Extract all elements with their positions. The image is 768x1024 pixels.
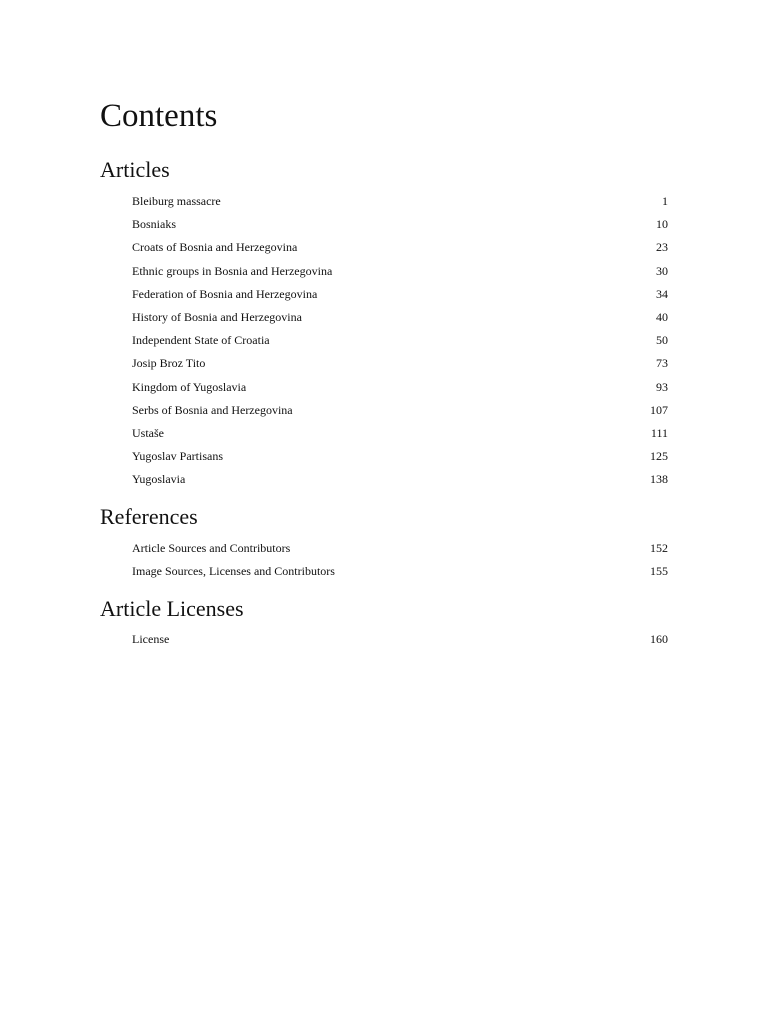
toc-entry[interactable]	[132, 560, 668, 583]
section-heading-articles: Articles	[100, 157, 170, 182]
toc-entry[interactable]	[132, 352, 668, 375]
entry-title: Josip Broz Tito	[132, 356, 206, 371]
toc-entry[interactable]	[132, 260, 668, 283]
entry-page-number: 23	[656, 240, 668, 255]
entry-title: License	[132, 632, 170, 646]
entry-title: Independent State of Croatia	[132, 333, 270, 348]
entry-title: Article Sources and Contributors	[132, 541, 291, 555]
toc-entry[interactable]	[132, 190, 668, 213]
entry-page-number: 40	[656, 309, 668, 324]
toc-entry[interactable]	[132, 468, 668, 491]
entry-title: Ethnic groups in Bosnia and Herzegovina	[132, 263, 333, 278]
section-heading-article-licenses: Article Licenses	[100, 596, 244, 621]
toc-entry[interactable]	[132, 329, 668, 352]
entry-title: Yugoslav Partisans	[132, 449, 223, 464]
entry-title: Bosniaks	[132, 217, 177, 232]
entry-page-number: 138	[650, 472, 668, 487]
page-title: Contents	[100, 98, 218, 134]
entry-title: Serbs of Bosnia and Herzegovina	[132, 402, 293, 417]
section-heading-references: References	[100, 504, 198, 529]
entry-page-number: 30	[656, 263, 668, 278]
toc-entry[interactable]	[132, 283, 668, 306]
toc-entry[interactable]	[132, 213, 668, 236]
entry-title: Federation of Bosnia and Herzegovina	[132, 286, 318, 301]
entry-page-number: 107	[650, 402, 668, 417]
entry-title: Bleiburg massacre	[132, 194, 221, 208]
entry-page-number: 160	[650, 632, 668, 646]
toc-entry[interactable]	[132, 445, 668, 468]
references-entry-list	[132, 537, 668, 583]
toc-entry[interactable]	[132, 422, 668, 445]
entry-page-number: 111	[650, 425, 668, 440]
entry-title: History of Bosnia and Herzegovina	[132, 309, 302, 324]
entry-page-number: 125	[650, 449, 668, 464]
toc-entry[interactable]	[132, 376, 668, 399]
entry-page-number: 1	[662, 194, 668, 208]
toc-entry[interactable]	[132, 236, 668, 259]
entry-title: Yugoslavia	[132, 472, 186, 487]
entry-page-number: 34	[656, 286, 668, 301]
toc-entry[interactable]	[132, 537, 668, 560]
toc-entry[interactable]	[132, 306, 668, 329]
entry-page-number: 10	[656, 217, 668, 232]
toc-entry[interactable]	[132, 399, 668, 422]
entry-title: Image Sources, Licenses and Contributors	[132, 564, 335, 579]
entry-title: Kingdom of Yugoslavia	[132, 379, 247, 394]
entry-page-number: 93	[656, 379, 668, 394]
entry-page-number: 50	[656, 333, 668, 348]
entry-page-number: 152	[650, 541, 668, 555]
entry-page-number: 155	[650, 564, 668, 579]
articles-entry-list	[132, 190, 668, 491]
entry-title: Croats of Bosnia and Herzegovina	[132, 240, 298, 255]
entry-page-number: 73	[656, 356, 668, 371]
entry-title: Ustaše	[132, 425, 164, 440]
licenses-entry-list	[132, 628, 668, 651]
toc-entry[interactable]	[132, 628, 668, 651]
